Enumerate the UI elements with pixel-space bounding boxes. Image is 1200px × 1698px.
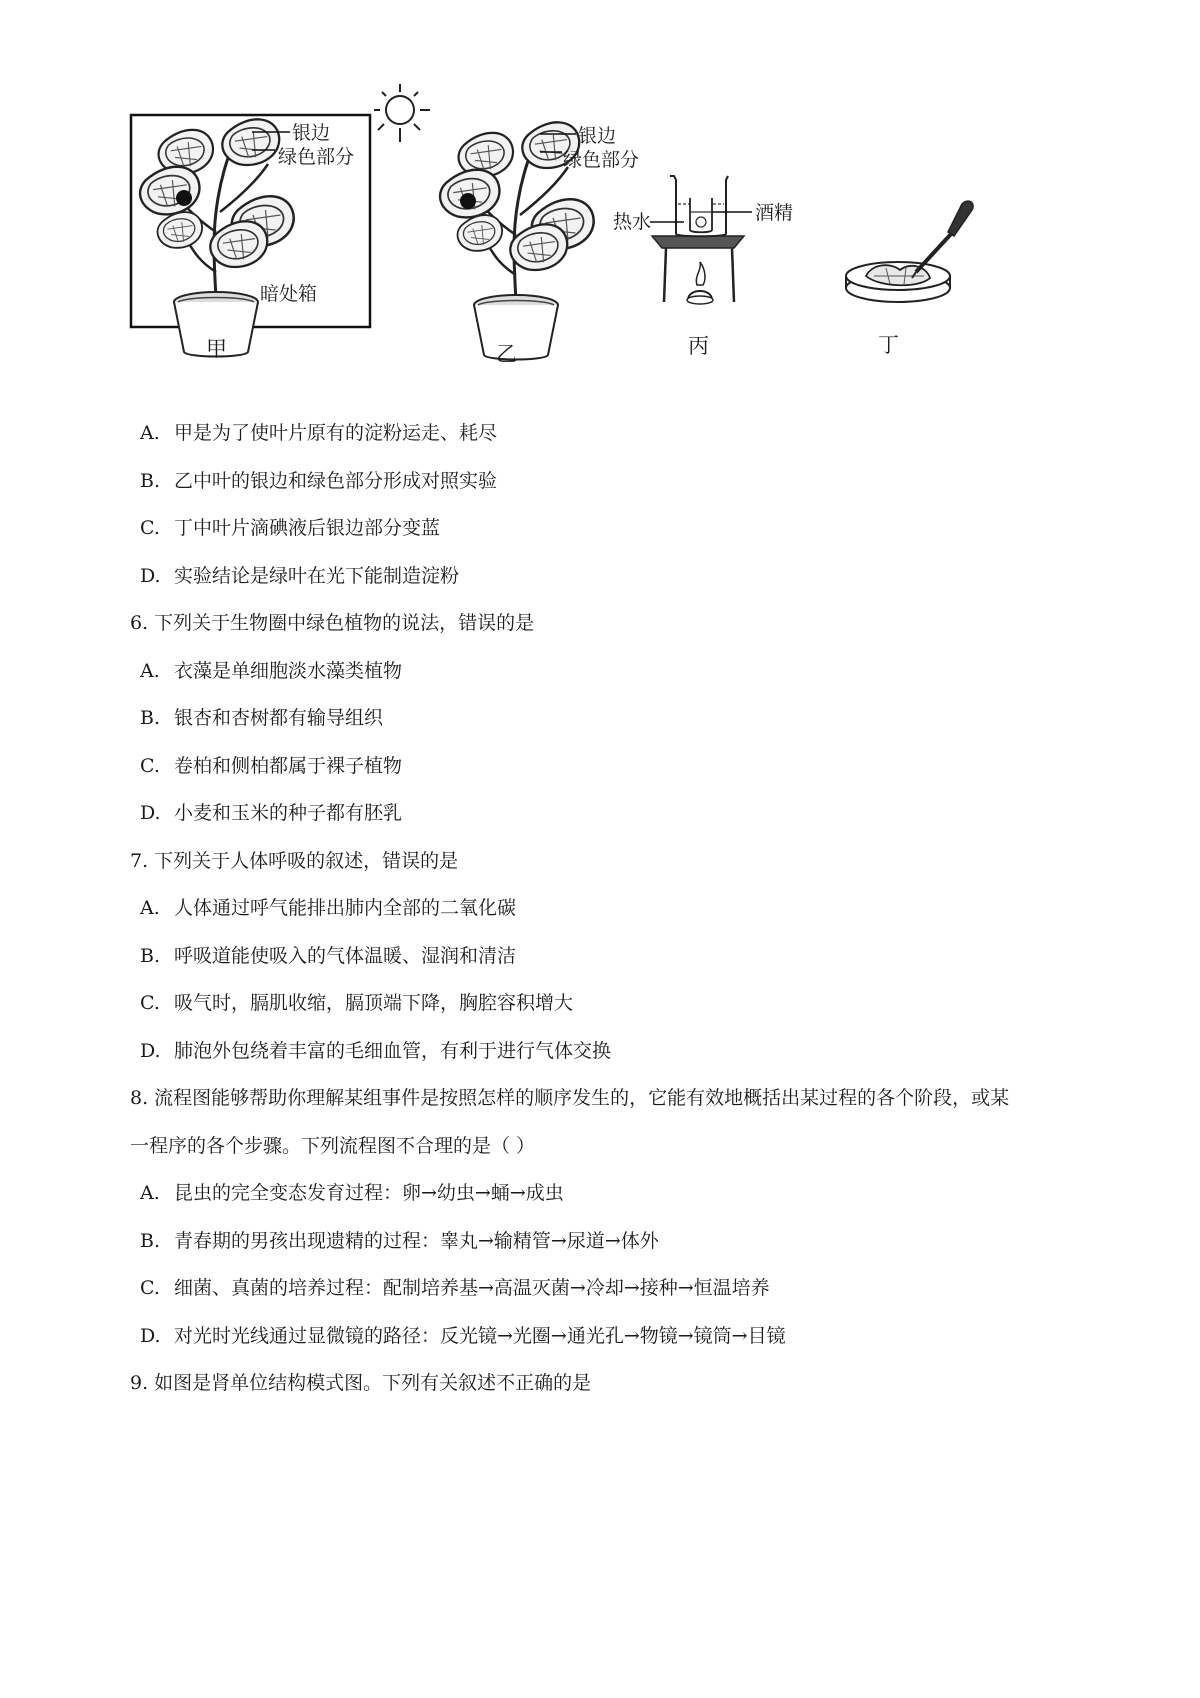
- dropper-icon: [912, 201, 973, 278]
- q7-option-c[interactable]: C. 吸气时，膈肌收缩，膈顶端下降，胸腔容积增大: [140, 992, 574, 1014]
- q8-stem-line2: 一程序的各个步骤。下列流程图不合理的是（ ）: [130, 1134, 536, 1157]
- panel-label-ding: 丁: [878, 333, 899, 357]
- q8-option-d[interactable]: D. 对光时光线通过显微镜的路径：反光镜→光圈→通光孔→物镜→镜筒→目镜: [140, 1324, 786, 1347]
- label-dark-box: 暗处箱: [260, 283, 318, 305]
- label-silver-edge: 银边: [292, 122, 331, 144]
- panel-label-bing: 丙: [688, 334, 709, 358]
- q6-option-d[interactable]: D. 小麦和玉米的种子都有胚乳: [140, 802, 403, 824]
- sun-icon: [374, 84, 430, 142]
- q6-option-a[interactable]: A. 衣藻是单细胞淡水藻类植物: [140, 659, 403, 682]
- q5-option-b[interactable]: B. 乙中叶的银边和绿色部分形成对照实验: [140, 469, 498, 492]
- label-green-part: 绿色部分: [278, 146, 355, 168]
- q8-stem-line1: 8. 流程图能够帮助你理解某组事件是按照怎样的顺序发生的，它能有效地概括出某过程的各个阶段，或某: [130, 1087, 1010, 1109]
- q8-option-a[interactable]: A. 昆虫的完全变态发育过程：卵→幼虫→蛹→成虫: [140, 1182, 564, 1204]
- question-text: [130, 410, 1110, 1408]
- q6-option-b[interactable]: B. 银杏和杏树都有输导组织: [140, 707, 384, 729]
- q5-option-d[interactable]: D. 实验结论是绿叶在光下能制造淀粉: [140, 564, 460, 587]
- q5-option-c[interactable]: C. 丁中叶片滴碘液后银边部分变蓝: [140, 517, 441, 539]
- panel-label-yi: 乙: [496, 342, 517, 366]
- q7-option-a[interactable]: A. 人体通过呼气能排出肺内全部的二氧化碳: [140, 897, 517, 919]
- label-hot-water: 热水: [613, 211, 652, 233]
- flame-icon: [696, 262, 705, 285]
- label-green-part: 绿色部分: [563, 149, 640, 171]
- panel-yi: [440, 122, 639, 366]
- q5-option-a[interactable]: A. 甲是为了使叶片原有的淀粉运走、耗尽: [140, 422, 498, 444]
- label-alcohol: 酒精: [755, 202, 794, 224]
- q6-option-c[interactable]: C. 卷柏和侧柏都属于裸子植物: [140, 754, 403, 777]
- covered-spot-icon: [460, 193, 476, 209]
- q6-stem: 6. 下列关于生物圈中绿色植物的说法，错误的是: [130, 612, 535, 634]
- q9-stem: 9. 如图是肾单位结构模式图。下列有关叙述不正确的是: [130, 1372, 592, 1394]
- q7-option-d[interactable]: D. 肺泡外包绕着丰富的毛细血管，有利于进行气体交换: [140, 1039, 612, 1062]
- covered-spot-icon: [176, 190, 192, 206]
- panel-ding: [846, 201, 973, 357]
- q7-option-b[interactable]: B. 呼吸道能使吸入的气体温暖、湿润和清洁: [140, 944, 517, 967]
- experiment-figure: [0, 0, 1200, 400]
- panel-label-jia: 甲: [206, 337, 227, 361]
- panel-jia: [131, 115, 370, 361]
- q8-option-b[interactable]: B. 青春期的男孩出现遗精的过程：睾丸→输精管→尿道→体外: [140, 1229, 659, 1252]
- label-silver-edge: 银边: [578, 125, 617, 147]
- q8-option-c[interactable]: C. 细菌、真菌的培养过程：配制培养基→高温灭菌→冷却→接种→恒温培养: [140, 1277, 770, 1299]
- q7-stem: 7. 下列关于人体呼吸的叙述，错误的是: [130, 849, 459, 872]
- wire-gauze: [652, 236, 744, 248]
- panel-bing: [613, 176, 793, 358]
